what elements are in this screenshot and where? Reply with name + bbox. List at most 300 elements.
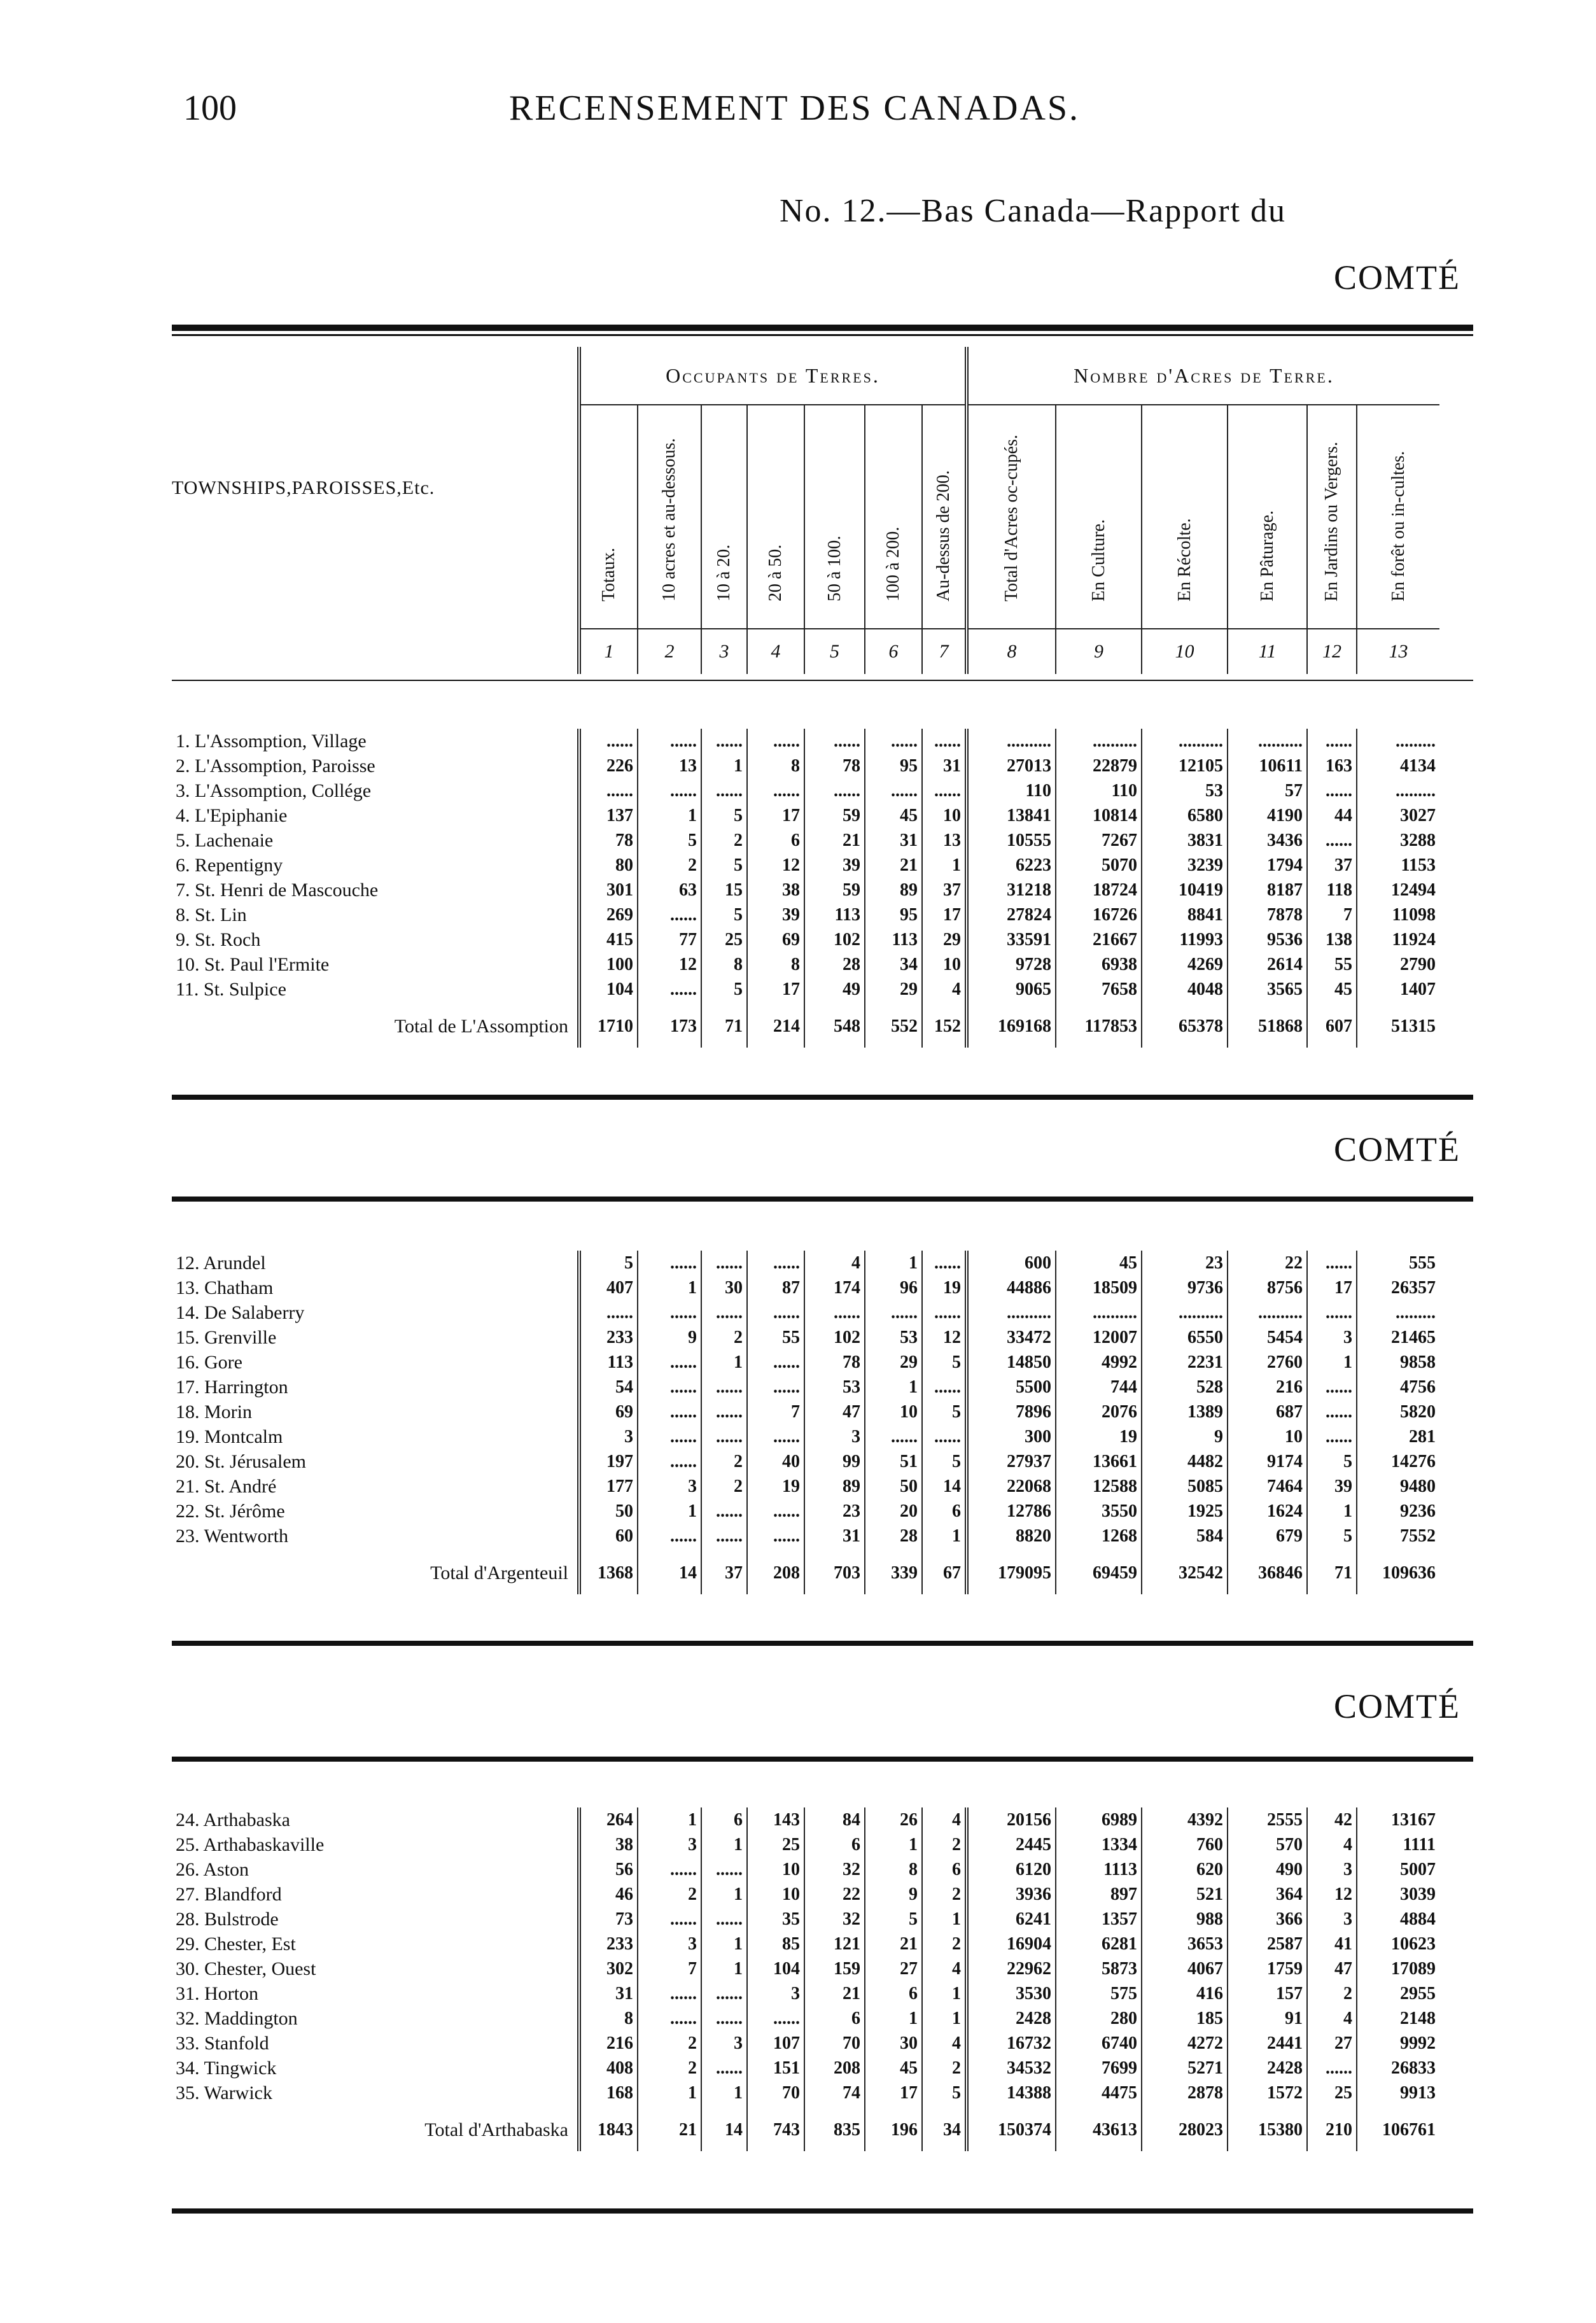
cell-col-7: ...... — [922, 729, 967, 754]
cell-col-10: 988 — [1142, 1907, 1228, 1932]
cell-col-12: 2 — [1307, 1981, 1357, 2006]
cell-col-5: 47 — [804, 1400, 865, 1424]
cell-col-5: 6 — [804, 1832, 865, 1857]
cell-col-1: 54 — [579, 1375, 638, 1400]
table-row — [172, 902, 1439, 927]
cell-col-6: 31 — [865, 828, 922, 853]
cell-col-5: 32 — [804, 1857, 865, 1882]
cell-col-6: 26 — [865, 1807, 922, 1832]
cell-col-1: 69 — [579, 1400, 638, 1424]
cell-col-6: 9 — [865, 1882, 922, 1907]
cell-col-5: 113 — [804, 902, 865, 927]
cell-col-11: 364 — [1228, 1882, 1307, 1907]
cell-col-8: 5500 — [967, 1375, 1056, 1400]
cell-col-7: ...... — [922, 1424, 967, 1449]
cell-col-4: 107 — [747, 2031, 804, 2056]
cell-col-3: ...... — [701, 729, 747, 754]
cell-col-3: 1 — [701, 2081, 747, 2105]
cell-col-10: 3831 — [1142, 828, 1228, 853]
row-name: 8. St. Lin — [176, 904, 247, 925]
section-rule-2 — [172, 1197, 1473, 1202]
cell-col-3: ...... — [701, 1857, 747, 1882]
cell-col-5: ...... — [804, 1300, 865, 1325]
table-row — [172, 2031, 1439, 2056]
cell-col-12: ...... — [1307, 828, 1357, 853]
cell-col-13: 51315 — [1357, 1002, 1439, 1048]
cell-col-2: 7 — [638, 1956, 701, 1981]
cell-col-6: 45 — [865, 2056, 922, 2081]
cell-col-6: 1 — [865, 1251, 922, 1275]
cell-col-8: 13841 — [967, 803, 1056, 828]
col-no-7: 7 — [922, 629, 967, 674]
cell-col-2: 3 — [638, 1832, 701, 1857]
cell-col-8: 33591 — [967, 927, 1056, 952]
cell-col-2: ...... — [638, 1350, 701, 1375]
table-row — [172, 1857, 1439, 1882]
cell-col-10: 528 — [1142, 1375, 1228, 1400]
cell-col-5: 548 — [804, 1002, 865, 1048]
cell-col-13: 17089 — [1357, 1956, 1439, 1981]
cell-col-11: 3436 — [1228, 828, 1307, 853]
cell-col-3: 6 — [701, 1807, 747, 1832]
cell-col-2: 173 — [638, 1002, 701, 1048]
cell-col-2: ...... — [638, 1907, 701, 1932]
cell-col-2: ...... — [638, 729, 701, 754]
section-argenteuil-table — [172, 1251, 1439, 1594]
row-name: 22. St. Jérôme — [176, 1501, 285, 1522]
cell-col-12: 607 — [1307, 1002, 1357, 1048]
table-row — [172, 803, 1439, 828]
cell-col-8: 6120 — [967, 1857, 1056, 1882]
cell-col-6: 1 — [865, 1375, 922, 1400]
col-no-2: 2 — [638, 629, 701, 674]
cell-col-5: 84 — [804, 1807, 865, 1832]
cell-col-1: 78 — [579, 828, 638, 853]
cell-col-12: 1 — [1307, 1350, 1357, 1375]
cell-col-7: 1 — [922, 853, 967, 878]
cell-col-8: 3530 — [967, 1981, 1056, 2006]
cell-col-1: 301 — [579, 878, 638, 902]
cell-col-8: 33472 — [967, 1325, 1056, 1350]
cell-col-9: 16726 — [1056, 902, 1142, 927]
col-no-4: 4 — [747, 629, 804, 674]
cell-col-7: 5 — [922, 2081, 967, 2105]
cell-col-5: 78 — [804, 1350, 865, 1375]
cell-col-2: 13 — [638, 754, 701, 778]
cell-col-8: 44886 — [967, 1275, 1056, 1300]
cell-col-13: 106761 — [1357, 2105, 1439, 2151]
cell-col-1: 1843 — [579, 2105, 638, 2151]
cell-col-10: 10419 — [1142, 878, 1228, 902]
cell-col-7: 14 — [922, 1474, 967, 1499]
cell-col-11: 9174 — [1228, 1449, 1307, 1474]
cell-col-3: 5 — [701, 902, 747, 927]
cell-col-13: 10623 — [1357, 1932, 1439, 1956]
cell-col-4: 6 — [747, 828, 804, 853]
cell-col-3: 37 — [701, 1548, 747, 1594]
cell-col-8: 7896 — [967, 1400, 1056, 1424]
comte-label-3: COMTÉ — [1334, 1687, 1460, 1725]
table-row — [172, 1300, 1439, 1325]
cell-col-10: 4269 — [1142, 952, 1228, 977]
cell-col-5: 23 — [804, 1499, 865, 1524]
cell-col-10: 28023 — [1142, 2105, 1228, 2151]
cell-col-8: 179095 — [967, 1548, 1056, 1594]
cell-col-11: 1624 — [1228, 1499, 1307, 1524]
cell-col-10: 6550 — [1142, 1325, 1228, 1350]
cell-col-5: 74 — [804, 2081, 865, 2105]
row-name: 4. L'Epiphanie — [176, 805, 288, 826]
col-no-9: 9 — [1056, 629, 1142, 674]
cell-col-7: 2 — [922, 2056, 967, 2081]
cell-col-7: 1 — [922, 2006, 967, 2031]
cell-col-3: 1 — [701, 1350, 747, 1375]
cell-col-10: 416 — [1142, 1981, 1228, 2006]
cell-col-8: 22962 — [967, 1956, 1056, 1981]
cell-col-1: 137 — [579, 803, 638, 828]
cell-col-12: 44 — [1307, 803, 1357, 828]
cell-col-5: 70 — [804, 2031, 865, 2056]
cell-col-9: 18509 — [1056, 1275, 1142, 1300]
cell-col-12: 47 — [1307, 1956, 1357, 1981]
cell-col-7: 29 — [922, 927, 967, 952]
cell-col-4: ...... — [747, 1375, 804, 1400]
row-name: 27. Blandford — [176, 1884, 282, 1905]
cell-col-9: 12007 — [1056, 1325, 1142, 1350]
cell-col-4: 55 — [747, 1325, 804, 1350]
cell-col-12: 45 — [1307, 977, 1357, 1002]
cell-col-6: 552 — [865, 1002, 922, 1048]
cell-col-4: ...... — [747, 1251, 804, 1275]
cell-col-9: 4992 — [1056, 1350, 1142, 1375]
cell-col-9: 5070 — [1056, 853, 1142, 878]
table-row — [172, 2006, 1439, 2031]
col-header-10: En Récolte. — [1142, 405, 1228, 629]
cell-col-11: 57 — [1228, 778, 1307, 803]
cell-col-9: 110 — [1056, 778, 1142, 803]
cell-col-1: 3 — [579, 1424, 638, 1449]
cell-col-4: 87 — [747, 1275, 804, 1300]
cell-col-12: ...... — [1307, 1375, 1357, 1400]
cell-col-4: 40 — [747, 1449, 804, 1474]
cell-col-2: 9 — [638, 1325, 701, 1350]
table-row — [172, 1400, 1439, 1424]
cell-col-1: 269 — [579, 902, 638, 927]
cell-col-8: 300 — [967, 1424, 1056, 1449]
col-header-1: Totaux. — [579, 405, 638, 629]
cell-col-6: 50 — [865, 1474, 922, 1499]
cell-col-5: 3 — [804, 1424, 865, 1449]
row-name: 14. De Salaberry — [176, 1302, 305, 1323]
col-header-3: 10 à 20. — [701, 405, 747, 629]
section-rule-3 — [172, 1641, 1473, 1646]
cell-col-2: 2 — [638, 1882, 701, 1907]
cell-col-13: ......... — [1357, 778, 1439, 803]
table-row — [172, 1956, 1439, 1981]
row-name: 26. Aston — [176, 1859, 249, 1880]
cell-col-8: .......... — [967, 729, 1056, 754]
cell-col-3: 2 — [701, 828, 747, 853]
cell-col-7: 13 — [922, 828, 967, 853]
page-number: 100 — [183, 88, 237, 128]
row-name: 29. Chester, Est — [176, 1933, 296, 1955]
cell-col-8: 2428 — [967, 2006, 1056, 2031]
cell-col-7: ...... — [922, 1300, 967, 1325]
cell-col-2: ...... — [638, 1424, 701, 1449]
cell-col-12: 41 — [1307, 1932, 1357, 1956]
cell-col-4: 214 — [747, 1002, 804, 1048]
cell-col-4: 151 — [747, 2056, 804, 2081]
cell-col-13: 4756 — [1357, 1375, 1439, 1400]
cell-col-3: 1 — [701, 754, 747, 778]
table-row — [172, 828, 1439, 853]
cell-col-6: ...... — [865, 729, 922, 754]
cell-col-10: 4392 — [1142, 1807, 1228, 1832]
cell-col-11: 2587 — [1228, 1932, 1307, 1956]
cell-col-9: 7267 — [1056, 828, 1142, 853]
cell-col-10: 760 — [1142, 1832, 1228, 1857]
cell-col-10: 584 — [1142, 1524, 1228, 1548]
cell-col-13: 21465 — [1357, 1325, 1439, 1350]
cell-col-13: 9913 — [1357, 2081, 1439, 2105]
cell-col-1: 50 — [579, 1499, 638, 1524]
cell-col-8: 22068 — [967, 1474, 1056, 1499]
cell-col-2: 12 — [638, 952, 701, 977]
cell-col-2: 21 — [638, 2105, 701, 2151]
cell-col-3: ...... — [701, 2056, 747, 2081]
cell-col-13: 9858 — [1357, 1350, 1439, 1375]
cell-col-4: 143 — [747, 1807, 804, 1832]
row-name: 35. Warwick — [176, 2082, 272, 2103]
table-row — [172, 1832, 1439, 1857]
cell-col-10: 9736 — [1142, 1275, 1228, 1300]
row-name: 32. Maddington — [176, 2008, 298, 2029]
cell-col-1: 1368 — [579, 1548, 638, 1594]
cell-col-5: 208 — [804, 2056, 865, 2081]
cell-col-1: 56 — [579, 1857, 638, 1882]
cell-col-11: 5454 — [1228, 1325, 1307, 1350]
cell-col-13: 1407 — [1357, 977, 1439, 1002]
cell-col-6: 29 — [865, 977, 922, 1002]
cell-col-9: .......... — [1056, 729, 1142, 754]
cell-col-4: 85 — [747, 1932, 804, 1956]
cell-col-4: 10 — [747, 1857, 804, 1882]
cell-col-4: 69 — [747, 927, 804, 952]
cell-col-10: 521 — [1142, 1882, 1228, 1907]
cell-col-13: ......... — [1357, 729, 1439, 754]
cell-col-6: ...... — [865, 1424, 922, 1449]
cell-col-12: 25 — [1307, 2081, 1357, 2105]
cell-col-8: 169168 — [967, 1002, 1056, 1048]
row-name: 3. L'Assomption, Collége — [176, 780, 372, 801]
cell-col-3: 1 — [701, 1932, 747, 1956]
cell-col-9: 10814 — [1056, 803, 1142, 828]
cell-col-3: ...... — [701, 1981, 747, 2006]
cell-col-2: 2 — [638, 853, 701, 878]
cell-col-7: 1 — [922, 1981, 967, 2006]
row-name: 6. Repentigny — [176, 855, 283, 876]
cell-col-12: 71 — [1307, 1548, 1357, 1594]
col-no-11: 11 — [1228, 629, 1307, 674]
cell-col-5: 31 — [804, 1524, 865, 1548]
cell-col-6: 53 — [865, 1325, 922, 1350]
cell-col-10: 53 — [1142, 778, 1228, 803]
cell-col-3: 25 — [701, 927, 747, 952]
cell-col-10: 5271 — [1142, 2056, 1228, 2081]
cell-col-2: 14 — [638, 1548, 701, 1594]
total-label: Total de L'Assomption — [394, 1016, 568, 1037]
cell-col-3: 71 — [701, 1002, 747, 1048]
row-name: 15. Grenville — [176, 1327, 277, 1348]
row-name: 23. Wentworth — [176, 1526, 289, 1547]
cell-col-7: 37 — [922, 878, 967, 902]
cell-col-4: ...... — [747, 1424, 804, 1449]
cell-col-5: 39 — [804, 853, 865, 878]
cell-col-6: 5 — [865, 1907, 922, 1932]
cell-col-12: 5 — [1307, 1524, 1357, 1548]
cell-col-7: 31 — [922, 754, 967, 778]
cell-col-2: 63 — [638, 878, 701, 902]
table-row — [172, 1807, 1439, 1832]
cell-col-13: 2790 — [1357, 952, 1439, 977]
col-no-8: 8 — [967, 629, 1056, 674]
cell-col-4: 39 — [747, 902, 804, 927]
cell-col-2: 1 — [638, 1499, 701, 1524]
cell-col-9: 19 — [1056, 1424, 1142, 1449]
table-row — [172, 2056, 1439, 2081]
cell-col-13: 7552 — [1357, 1524, 1439, 1548]
cell-col-6: 95 — [865, 754, 922, 778]
cell-col-5: 49 — [804, 977, 865, 1002]
cell-col-6: 96 — [865, 1275, 922, 1300]
cell-col-4: 35 — [747, 1907, 804, 1932]
row-name: 33. Stanfold — [176, 2033, 269, 2054]
cell-col-12: 163 — [1307, 754, 1357, 778]
cell-col-6: 1 — [865, 2006, 922, 2031]
cell-col-6: 95 — [865, 902, 922, 927]
cell-col-10: 65378 — [1142, 1002, 1228, 1048]
cell-col-4: 743 — [747, 2105, 804, 2151]
cell-col-2: ...... — [638, 1449, 701, 1474]
cell-col-11: 1794 — [1228, 853, 1307, 878]
cell-col-8: 31218 — [967, 878, 1056, 902]
cell-col-11: 7464 — [1228, 1474, 1307, 1499]
col-header-9: En Culture. — [1056, 405, 1142, 629]
cell-col-2: 3 — [638, 1932, 701, 1956]
cell-col-3: ...... — [701, 1499, 747, 1524]
cell-col-2: ...... — [638, 1375, 701, 1400]
row-name: 21. St. André — [176, 1476, 277, 1497]
cell-col-4: 8 — [747, 754, 804, 778]
cell-col-11: 679 — [1228, 1524, 1307, 1548]
cell-col-12: 39 — [1307, 1474, 1357, 1499]
cell-col-4: ...... — [747, 1524, 804, 1548]
cell-col-7: ...... — [922, 1375, 967, 1400]
cell-col-5: 6 — [804, 2006, 865, 2031]
cell-col-7: 6 — [922, 1857, 967, 1882]
cell-col-5: 32 — [804, 1907, 865, 1932]
cell-col-7: 4 — [922, 977, 967, 1002]
cell-col-6: 1 — [865, 1832, 922, 1857]
cell-col-13: 3027 — [1357, 803, 1439, 828]
cell-col-4: 104 — [747, 1956, 804, 1981]
cell-col-9: 744 — [1056, 1375, 1142, 1400]
cell-col-4: ...... — [747, 2006, 804, 2031]
cell-col-6: 21 — [865, 1932, 922, 1956]
cell-col-9: .......... — [1056, 1300, 1142, 1325]
cell-col-8: 10555 — [967, 828, 1056, 853]
cell-col-3: 15 — [701, 878, 747, 902]
cell-col-13: 3039 — [1357, 1882, 1439, 1907]
cell-col-2: 1 — [638, 803, 701, 828]
cell-col-6: 28 — [865, 1524, 922, 1548]
cell-col-5: 53 — [804, 1375, 865, 1400]
cell-col-1: 5 — [579, 1251, 638, 1275]
cell-col-12: 3 — [1307, 1325, 1357, 1350]
cell-col-6: 196 — [865, 2105, 922, 2151]
cell-col-2: 1 — [638, 1807, 701, 1832]
cell-col-9: 1334 — [1056, 1832, 1142, 1857]
col-header-6: 100 à 200. — [865, 405, 922, 629]
cell-col-5: 28 — [804, 952, 865, 977]
cell-col-12: ...... — [1307, 1424, 1357, 1449]
cell-col-9: 3550 — [1056, 1499, 1142, 1524]
row-name: 1. L'Assomption, Village — [176, 731, 367, 752]
cell-col-13: 26833 — [1357, 2056, 1439, 2081]
row-name: 13. Chatham — [176, 1277, 274, 1298]
cell-col-11: 9536 — [1228, 927, 1307, 952]
cell-col-3: ...... — [701, 1400, 747, 1424]
cell-col-3: 8 — [701, 952, 747, 977]
cell-col-12: 37 — [1307, 853, 1357, 878]
row-name: 34. Tingwick — [176, 2058, 277, 2079]
cell-col-5: 159 — [804, 1956, 865, 1981]
row-name: 18. Morin — [176, 1401, 252, 1422]
cell-col-7: 6 — [922, 1499, 967, 1524]
cell-col-9: 7699 — [1056, 2056, 1142, 2081]
cell-col-6: 6 — [865, 1981, 922, 2006]
row-name: 30. Chester, Ouest — [176, 1958, 316, 1979]
cell-col-1: 80 — [579, 853, 638, 878]
cell-col-13: 2955 — [1357, 1981, 1439, 2006]
cell-col-13: 281 — [1357, 1424, 1439, 1449]
cell-col-1: 1710 — [579, 1002, 638, 1048]
cell-col-11: 366 — [1228, 1907, 1307, 1932]
cell-col-12: ...... — [1307, 778, 1357, 803]
cell-col-10: .......... — [1142, 1300, 1228, 1325]
cell-col-12: ...... — [1307, 1400, 1357, 1424]
cell-col-1: 302 — [579, 1956, 638, 1981]
cell-col-9: 12588 — [1056, 1474, 1142, 1499]
table-row — [172, 927, 1439, 952]
cell-col-7: 67 — [922, 1548, 967, 1594]
cell-col-2: 5 — [638, 828, 701, 853]
cell-col-4: 25 — [747, 1832, 804, 1857]
cell-col-11: 91 — [1228, 2006, 1307, 2031]
row-name: 31. Horton — [176, 1983, 258, 2004]
cell-col-11: 8756 — [1228, 1275, 1307, 1300]
cell-col-13: 1153 — [1357, 853, 1439, 878]
cell-col-4: 3 — [747, 1981, 804, 2006]
col-no-1: 1 — [579, 629, 638, 674]
cell-col-13: 5007 — [1357, 1857, 1439, 1882]
cell-col-10: 4067 — [1142, 1956, 1228, 1981]
cell-col-10: 620 — [1142, 1857, 1228, 1882]
row-name: 19. Montcalm — [176, 1426, 283, 1447]
cell-col-10: 23 — [1142, 1251, 1228, 1275]
cell-col-12: ...... — [1307, 1251, 1357, 1275]
cell-col-13: 555 — [1357, 1251, 1439, 1275]
